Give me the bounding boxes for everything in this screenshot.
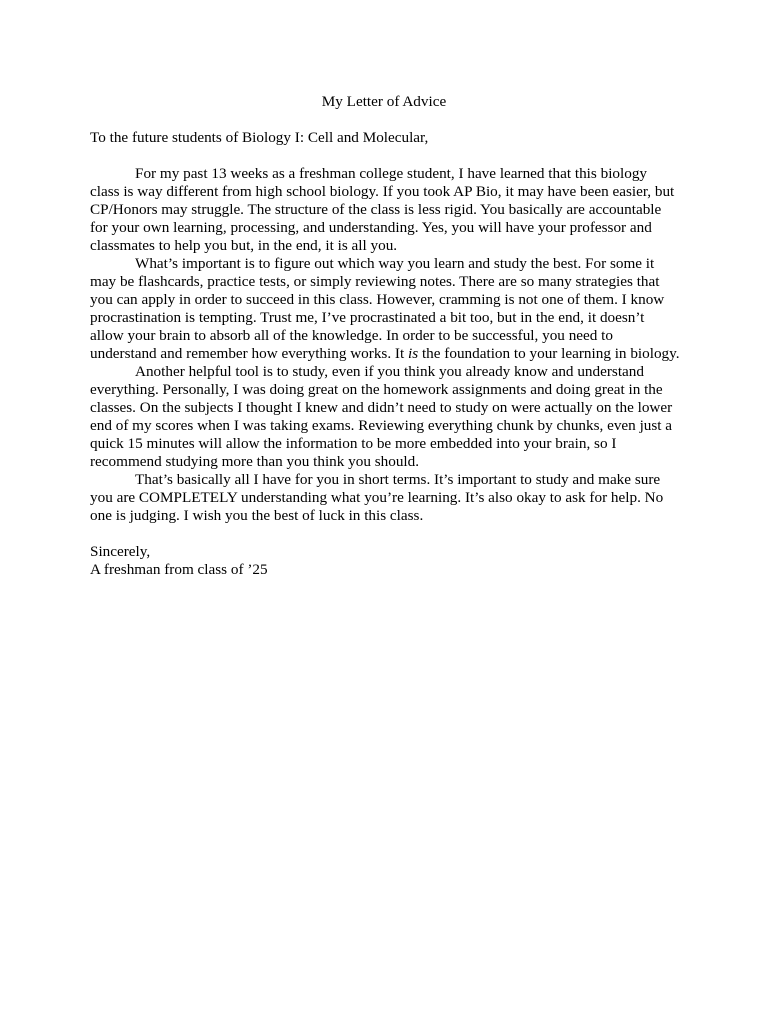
closing-salutation: Sincerely, [90, 543, 151, 560]
paragraph-2-emphasis: is [408, 345, 419, 362]
letter-greeting: To the future students of Biology I: Cell and Molecular, [90, 129, 429, 146]
document-title: My Letter of Advice [321, 93, 447, 110]
paragraph-1: For my past 13 weeks as a freshman college student, I have learned that this biology class is way different from high school biology. If you took AP Bio, it may have been easier, but CP/Honors may struggle. The structure of the class is less rigid. You basically are accountable for your own learning, processing, and understanding. Yes, you will have your professor and classmates to help you but, in the end, it is all you. [90, 165, 675, 254]
paragraph-2 [90, 255, 680, 363]
paragraph-2-text-start: What’s important is to figure out which way you learn and study the best. For some it may be flashcards, practice tests, or simply reviewing notes. There are so many strategies that you can apply in order to succeed in this class. However, cramming is not one of them. I know procrastination is tempting. Trust me, I’ve procrastinated a bit too, but in the end, it doesn’t allow your brain to absorb all of the knowledge. In order to be successful, you need to understand and remember how everything works. It [90, 255, 665, 362]
paragraph-4: That’s basically all I have for you in short terms. It’s important to study and make sure you are COMPLETELY understanding what you’re learning. It’s also okay to ask for help. No one is judging. I wish you the best of luck in this class. [90, 471, 664, 524]
letter-body [90, 129, 680, 579]
paragraph-2-text-end: the foundation to your learning in biology. [418, 345, 680, 362]
letter-closing [90, 543, 680, 579]
signature-line: A freshman from class of ’25 [90, 561, 268, 578]
paragraph-3: Another helpful tool is to study, even if you think you already know and understand everything. Personally, I was doing great on the homework assignments and doing great in the classes. On the subjects I thought I knew and didn’t need to study on were actually on the lower end of my scores when I was taking exams. Reviewing everything chunk by chunks, even just a quick 15 minutes will allow the information to be more embedded into your brain, so I recommend studying more than you think you should. [90, 363, 673, 470]
